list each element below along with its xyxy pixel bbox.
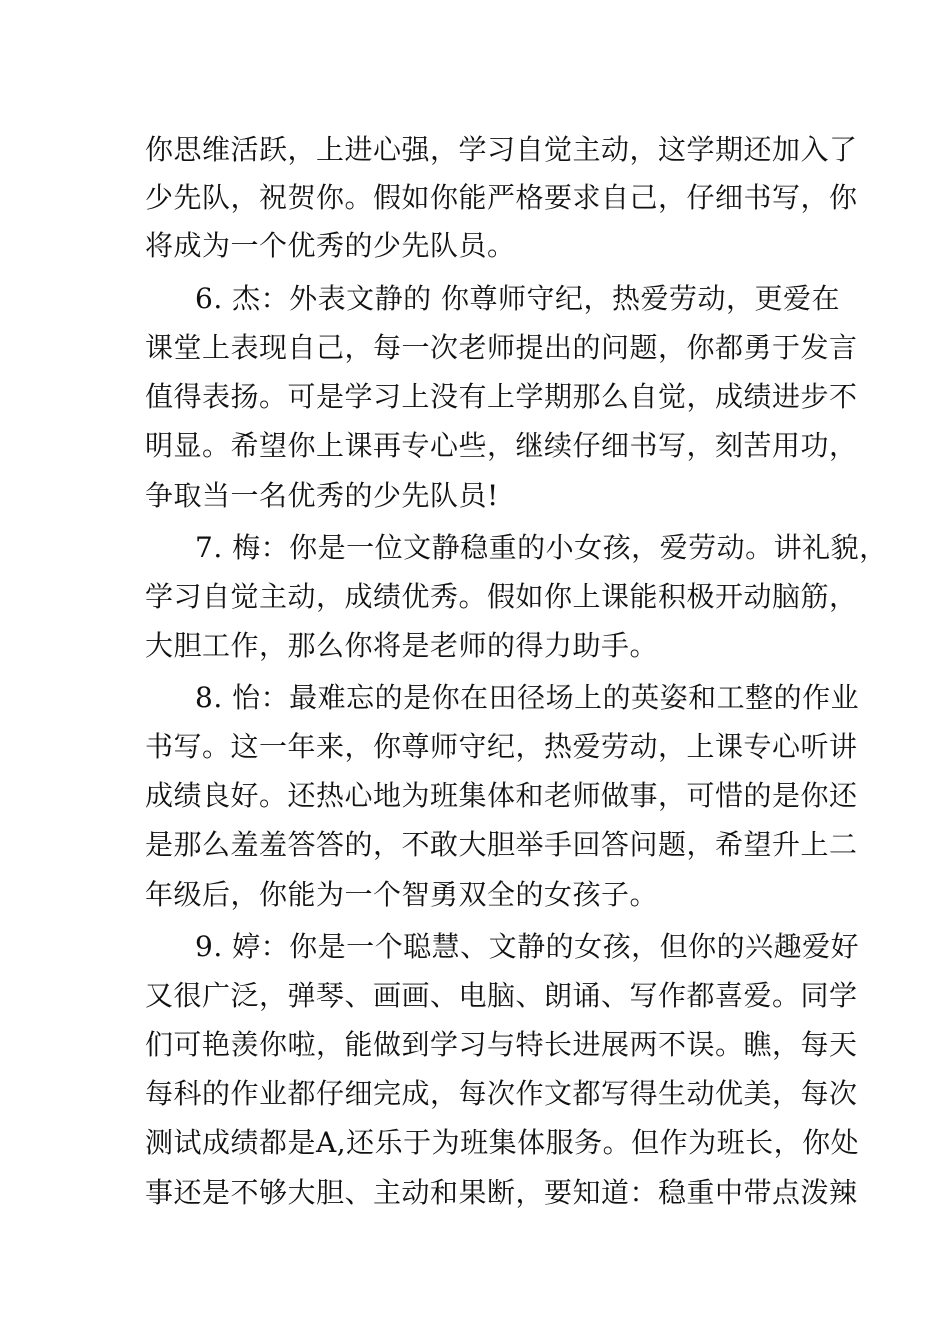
text-line: 书写。这一年来，你尊师守纪，热爱劳动，上课专心听讲 (145, 730, 858, 763)
text-line: 成绩良好。还热心地为班集体和老师做事，可惜的是你还 (145, 779, 858, 812)
text-line: 大胆工作，那么你将是老师的得力助手。 (145, 629, 659, 662)
text-line: 6. 杰：外表文静的 你尊师守纪，热爱劳动，更爱在 (195, 282, 841, 315)
text-line: 你思维活跃，上进心强，学习自觉主动，这学期还加入了 (145, 133, 858, 166)
text-line: 值得表扬。可是学习上没有上学期那么自觉，成绩进步不 (145, 380, 858, 413)
text-line: 将成为一个优秀的少先队员。 (145, 229, 516, 262)
text-line: 们可艳羡你啦，能做到学习与特长进展两不误。瞧，每天 (145, 1028, 858, 1061)
text-line: 事还是不够大胆、主动和果断，要知道：稳重中带点泼辣 (145, 1176, 858, 1209)
text-line: 少先队，祝贺你。假如你能严格要求自己，仔细书写，你 (145, 181, 858, 214)
text-line: 争取当一名优秀的少先队员! (145, 479, 499, 512)
text-line: 又很广泛，弹琴、画画、电脑、朗诵、写作都喜爱。同学 (145, 979, 858, 1012)
text-line: 课堂上表现自己，每一次老师提出的问题，你都勇于发言 (145, 331, 858, 364)
text-line: 8. 怡：最难忘的是你在田径场上的英姿和工整的作业 (195, 681, 860, 714)
text-line: 7. 梅：你是一位文静稳重的小女孩，爱劳动。讲礼貌， (195, 531, 888, 564)
text-line: 年级后，你能为一个智勇双全的女孩子。 (145, 878, 659, 911)
text-line: 9. 婷：你是一个聪慧、文静的女孩，但你的兴趣爱好 (195, 930, 860, 963)
text-line: 学习自觉主动，成绩优秀。假如你上课能积极开动脑筋， (145, 580, 858, 613)
text-line: 每科的作业都仔细完成，每次作文都写得生动优美，每次 (145, 1077, 858, 1110)
text-line: 测试成绩都是A,还乐于为班集体服务。但作为班长，你处 (145, 1126, 860, 1159)
text-line: 是那么羞羞答答的，不敢大胆举手回答问题，希望升上二 (145, 828, 858, 861)
text-line: 明显。希望你上课再专心些，继续仔细书写，刻苦用功， (145, 429, 858, 462)
